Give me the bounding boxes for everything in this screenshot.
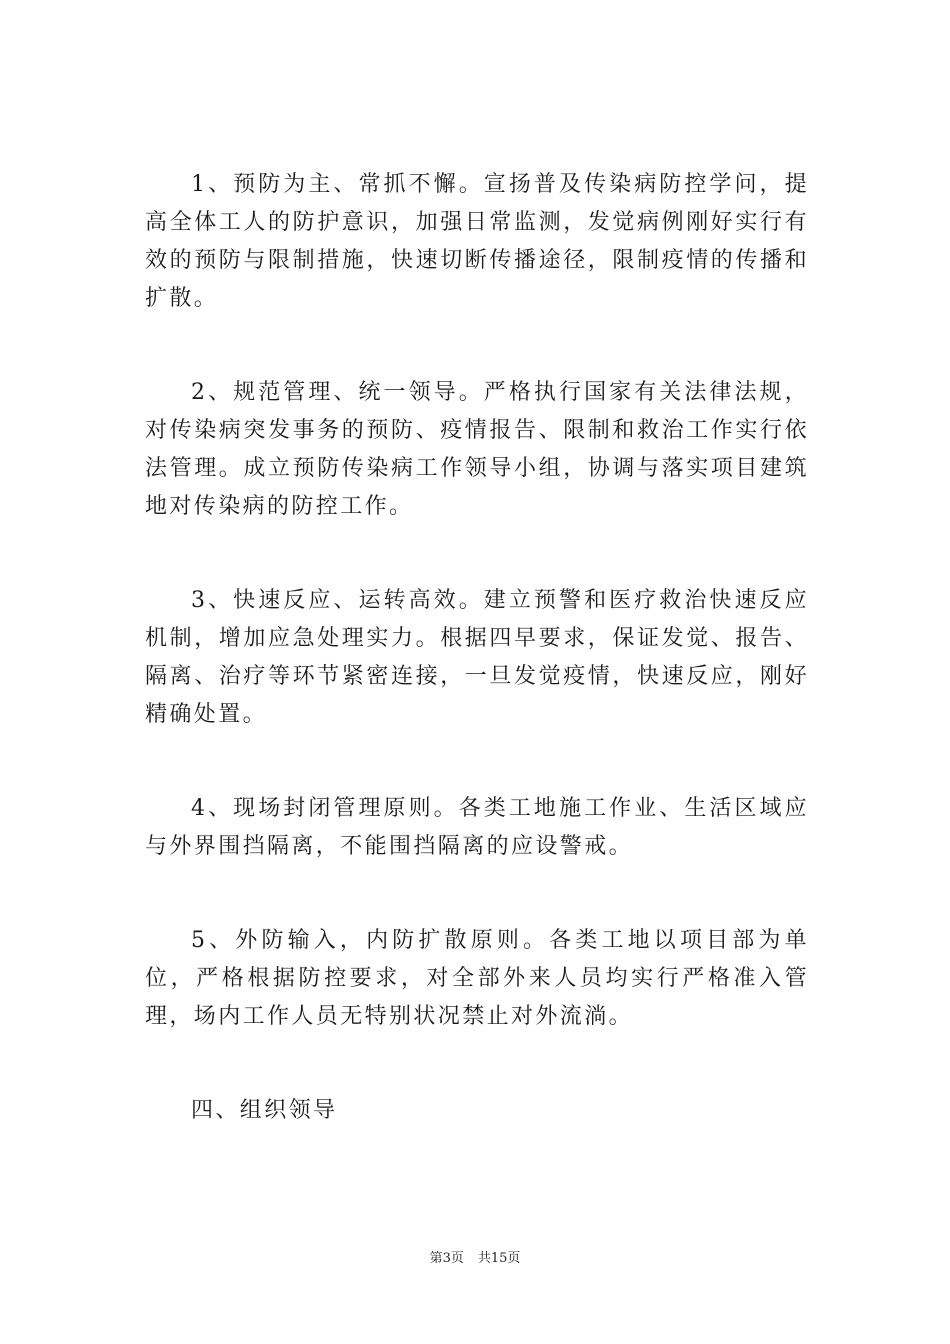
- paragraph-principle-2: 2、规范管理、统一领导。严格执行国家有关法律法规，对传染病突发事务的预防、疫情报告、限制和救治工作实行依法管理。成立预防传染病工作领导小组，协调与落实项目建筑地对传染病的防控工作。: [145, 380, 809, 519]
- paragraph-principle-3: 3、快速反应、运转高效。建立预警和医疗救治快速反应机制，增加应急处理实力。根据四早要求，保证发觉、报告、隔离、治疗等环节紧密连接，一旦发觉疫情，快速反应，刚好精确处置。: [145, 588, 809, 727]
- paragraph-principle-1: 1、预防为主、常抓不懈。宣扬普及传染病防控学问，提高全体工人的防护意识，加强日常监测，发觉病例刚好实行有效的预防与限制措施，快速切断传播途径，限制疫情的传播和扩散。: [145, 172, 809, 311]
- page-number-total: 共15页: [477, 1251, 521, 1266]
- document-body: [145, 166, 809, 1130]
- paragraph-principle-4: 4、现场封闭管理原则。各类工地施工作业、生活区域应与外界围挡隔离，不能围挡隔离的应设警戒。: [145, 796, 809, 859]
- paragraph-principle-5: 5、外防输入，内防扩散原则。各类工地以项目部为单位，严格根据防控要求，对全部外来人员均实行严格准入管理，场内工作人员无特别状况禁止对外流淌。: [145, 928, 809, 1029]
- page-footer: [0, 1247, 950, 1266]
- page-number-current: 第3页: [429, 1251, 464, 1266]
- section-heading: 四、组织领导: [191, 1098, 338, 1123]
